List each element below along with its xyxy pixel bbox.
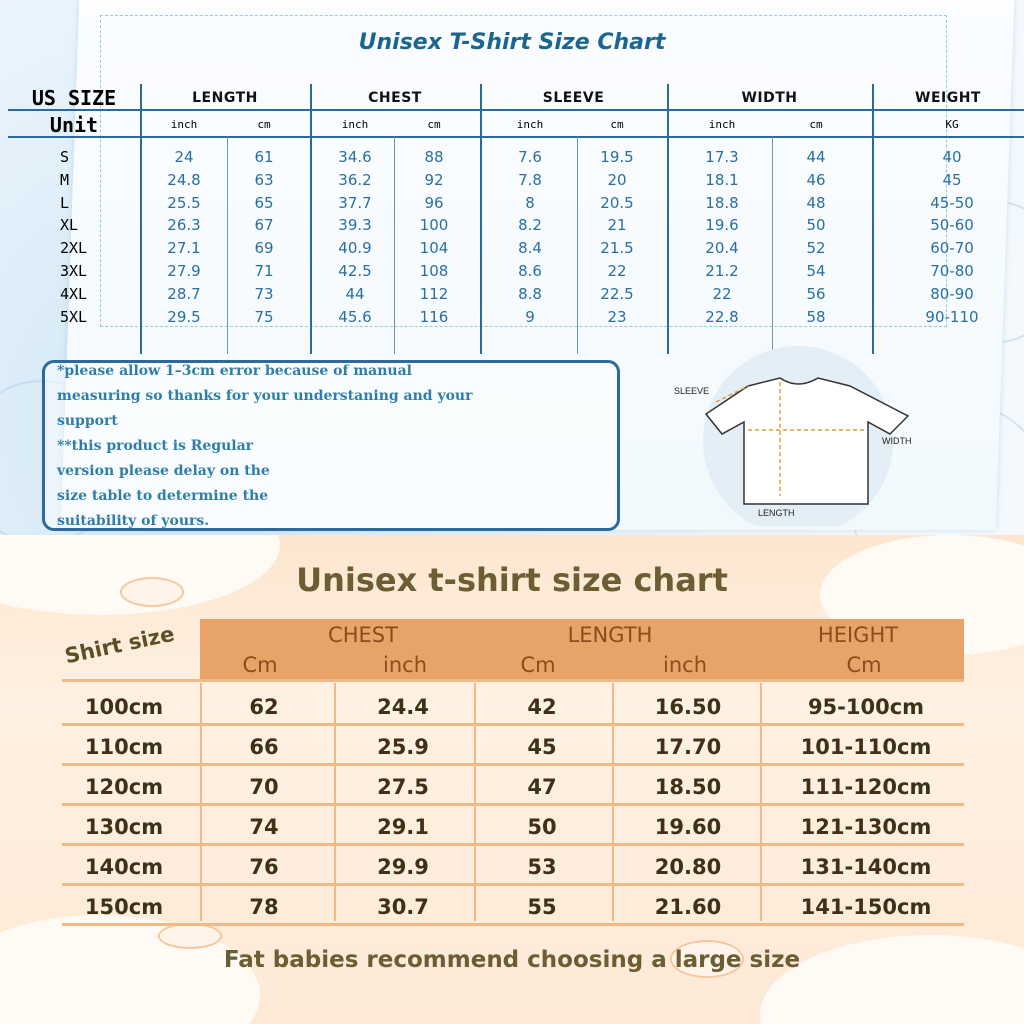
measurement-cell: 101-110cm: [800, 735, 932, 759]
table-row: [62, 851, 964, 886]
measurement-cell: 50: [527, 815, 557, 839]
tshirt-measurement-diagram: [668, 346, 968, 526]
measurement-value: 24.8: [167, 170, 201, 189]
measurement-cell: 95-100cm: [807, 695, 925, 719]
unit-header: Cm: [846, 653, 882, 677]
measurement-value: 112: [419, 284, 449, 303]
measurement-value: 25.5: [167, 193, 201, 212]
column-header: CHEST: [368, 90, 422, 106]
note-line: **this product is Regular: [57, 438, 254, 454]
measurement-value: 67: [254, 216, 274, 235]
measurement-value: 71: [254, 262, 274, 280]
measurement-cell: 53: [527, 855, 557, 879]
note-line: *please allow 1–3cm error because of manual: [57, 363, 412, 379]
measurement-value: 69: [254, 239, 274, 258]
table-row: [62, 771, 964, 806]
table-row: [62, 811, 964, 846]
measurement-cell: 42: [527, 695, 557, 719]
measurement-value: 80-90: [930, 284, 974, 303]
measurement-cell: 21.60: [654, 895, 722, 919]
column-header: LENGTH: [192, 90, 258, 106]
measurement-cell: 20.80: [654, 855, 722, 879]
length-label: LENGTH: [758, 508, 795, 518]
measurement-value: 7.8: [518, 170, 542, 189]
measurement-value: 39.3: [338, 216, 372, 235]
measurement-value: 27.9: [167, 262, 201, 280]
measurement-value: 40.9: [338, 239, 372, 258]
measurement-value: 70-80: [930, 262, 974, 280]
measurement-cell: 19.60: [654, 815, 722, 839]
column-header: LENGTH: [567, 623, 653, 647]
measurement-value: 8.4: [518, 239, 542, 258]
measurement-value: 54: [806, 262, 826, 280]
bottom-size-chart-panel: [0, 535, 1024, 1024]
measurement-cell: 111-120cm: [800, 775, 932, 799]
measurement-cell: 45: [527, 735, 557, 759]
measurement-value: 17.3: [705, 148, 739, 166]
unit-label: Unit: [49, 113, 99, 137]
measurement-value: 45: [942, 170, 962, 189]
measurement-cell: 24.4: [377, 695, 429, 719]
measurement-value: 8.2: [518, 216, 542, 235]
size-label: 4XL: [60, 284, 88, 303]
measurement-value: 88: [424, 148, 444, 166]
table-row: [62, 691, 964, 726]
measurement-value: 23: [607, 307, 627, 326]
column-divider: [480, 84, 482, 354]
shirt-size-cell: 150cm: [84, 895, 164, 919]
unit-header: inch: [516, 118, 544, 131]
measurement-cell: 17.70: [654, 735, 722, 759]
measurement-value: 50: [806, 216, 826, 235]
unit-header: cm: [610, 118, 624, 131]
measurement-cell: 30.7: [377, 895, 429, 919]
size-label: 3XL: [60, 262, 88, 280]
shirt-size-cell: 130cm: [84, 815, 164, 839]
size-label: 5XL: [60, 307, 88, 326]
measurement-value: 44: [806, 148, 826, 166]
measurement-value: 20.5: [600, 193, 634, 212]
measurement-value: 60-70: [930, 239, 974, 258]
measurement-value: 34.6: [338, 148, 372, 166]
measurement-value: 45-50: [930, 193, 974, 212]
column-header: WEIGHT: [915, 90, 981, 106]
measurement-value: 28.7: [167, 284, 201, 303]
measurement-cell: 76: [249, 855, 279, 879]
note-line: version please delay on the: [57, 463, 270, 479]
measurement-cell: 25.9: [377, 735, 429, 759]
unit-header: cm: [809, 118, 823, 131]
note-line: size table to determine the: [57, 488, 269, 504]
measurement-value: 21: [607, 216, 627, 235]
measurement-value: 24: [174, 148, 194, 166]
measurement-value: 22.8: [705, 307, 739, 326]
unit-header: inch: [663, 653, 707, 677]
unit-header: cm: [427, 118, 441, 131]
measurement-value: 26.3: [167, 216, 201, 235]
measurement-value: 61: [254, 148, 274, 166]
measurement-value: 42.5: [338, 262, 372, 280]
measurement-value: 90-110: [925, 307, 979, 326]
shirt-size-cell: 140cm: [84, 855, 164, 879]
measurement-value: 116: [419, 307, 449, 326]
measurement-value: 22: [712, 284, 732, 303]
shirt-size-cell: 100cm: [84, 695, 164, 719]
shirt-size-cell: 110cm: [84, 735, 164, 759]
width-label: WIDTH: [882, 436, 912, 446]
top-chart-title: Unisex T-Shirt Size Chart: [358, 30, 666, 55]
measurement-value: 20.4: [705, 239, 739, 258]
unit-header: Cm: [520, 653, 556, 677]
measurement-value: 18.1: [705, 170, 739, 189]
measurement-cell: 74: [249, 815, 279, 839]
size-label: 2XL: [60, 239, 88, 258]
table-row: [62, 891, 964, 926]
note-line: suitability of yours.: [57, 513, 210, 529]
measurement-value: 8: [525, 193, 535, 212]
measurement-value: 37.7: [338, 193, 372, 212]
measurement-value: 20: [607, 170, 627, 189]
measurement-value: 29.5: [167, 307, 201, 326]
measurement-cell: 27.5: [377, 775, 429, 799]
footer-recommendation: Fat babies recommend choosing a large size: [223, 947, 801, 973]
measurement-cell: 66: [249, 735, 279, 759]
size-label: XL: [60, 216, 79, 235]
measurement-note-box: [42, 360, 620, 531]
measurement-cell: 78: [249, 895, 279, 919]
column-header: CHEST: [328, 623, 398, 647]
measurement-value: 22.5: [600, 284, 634, 303]
measurement-value: 52: [806, 239, 826, 258]
column-header: HEIGHT: [817, 623, 899, 647]
measurement-value: 100: [419, 216, 449, 235]
measurement-value: 7.6: [518, 148, 542, 166]
measurement-value: 56: [806, 284, 826, 303]
unit-header: inch: [383, 653, 427, 677]
measurement-value: 9: [525, 307, 535, 326]
column-header: WIDTH: [741, 90, 798, 106]
measurement-cell: 16.50: [654, 695, 722, 719]
measurement-value: 8.8: [518, 284, 542, 303]
measurement-value: 48: [806, 193, 826, 212]
measurement-value: 104: [419, 239, 449, 258]
size-label: S: [60, 148, 70, 166]
measurement-value: 50-60: [930, 216, 974, 235]
unit-header: cm: [257, 118, 271, 131]
measurement-value: 75: [254, 307, 274, 326]
measurement-cell: 62: [249, 695, 279, 719]
measurement-cell: 29.1: [377, 815, 429, 839]
bottom-chart-title: Unisex t-shirt size chart: [296, 561, 728, 599]
measurement-cell: 121-130cm: [800, 815, 932, 839]
measurement-value: 8.6: [518, 262, 542, 280]
measurement-value: 58: [806, 307, 826, 326]
size-label: M: [60, 170, 70, 189]
unit-header: inch: [708, 118, 736, 131]
column-header: SLEEVE: [542, 90, 605, 106]
shirt-size-cell: 120cm: [84, 775, 164, 799]
note-line: support: [57, 413, 118, 429]
us-size-label: US SIZE: [31, 86, 117, 110]
measurement-cell: 47: [527, 775, 557, 799]
measurement-cell: 29.9: [377, 855, 429, 879]
measurement-value: 21.5: [600, 239, 634, 258]
unit-header: Cm: [242, 653, 278, 677]
column-divider: [872, 84, 874, 354]
measurement-value: 19.6: [705, 216, 739, 235]
measurement-cell: 55: [527, 895, 557, 919]
header-row-divider: [62, 649, 964, 682]
measurement-value: 108: [419, 262, 449, 280]
note-line: measuring so thanks for your understaning and your: [57, 388, 473, 404]
column-divider: [667, 84, 669, 354]
measurement-value: 21.2: [705, 262, 739, 280]
measurement-value: 46: [806, 170, 826, 189]
table-row: [62, 731, 964, 766]
measurement-value: 73: [254, 284, 274, 303]
sleeve-label: SLEEVE: [674, 386, 710, 396]
measurement-value: 45.6: [338, 307, 372, 326]
unit-header: KG: [945, 118, 959, 131]
measurement-value: 92: [424, 170, 444, 189]
measurement-value: 65: [254, 193, 274, 212]
planet-doodle-icon: [158, 923, 222, 949]
measurement-cell: 70: [249, 775, 279, 799]
measurement-value: 96: [424, 193, 444, 212]
measurement-cell: 141-150cm: [800, 895, 932, 919]
measurement-value: 18.8: [705, 193, 739, 212]
measurement-value: 63: [254, 170, 274, 189]
measurement-cell: 18.50: [654, 775, 722, 799]
unit-header: inch: [170, 118, 198, 131]
shirt-size-label: Shirt size: [62, 621, 177, 669]
measurement-value: 44: [345, 284, 365, 303]
measurement-value: 40: [942, 148, 962, 166]
measurement-value: 19.5: [600, 148, 634, 166]
size-label: L: [60, 193, 70, 212]
measurement-value: 27.1: [167, 239, 201, 258]
unit-header: inch: [341, 118, 369, 131]
measurement-value: 22: [607, 262, 627, 280]
measurement-cell: 131-140cm: [800, 855, 932, 879]
measurement-value: 36.2: [338, 170, 372, 189]
